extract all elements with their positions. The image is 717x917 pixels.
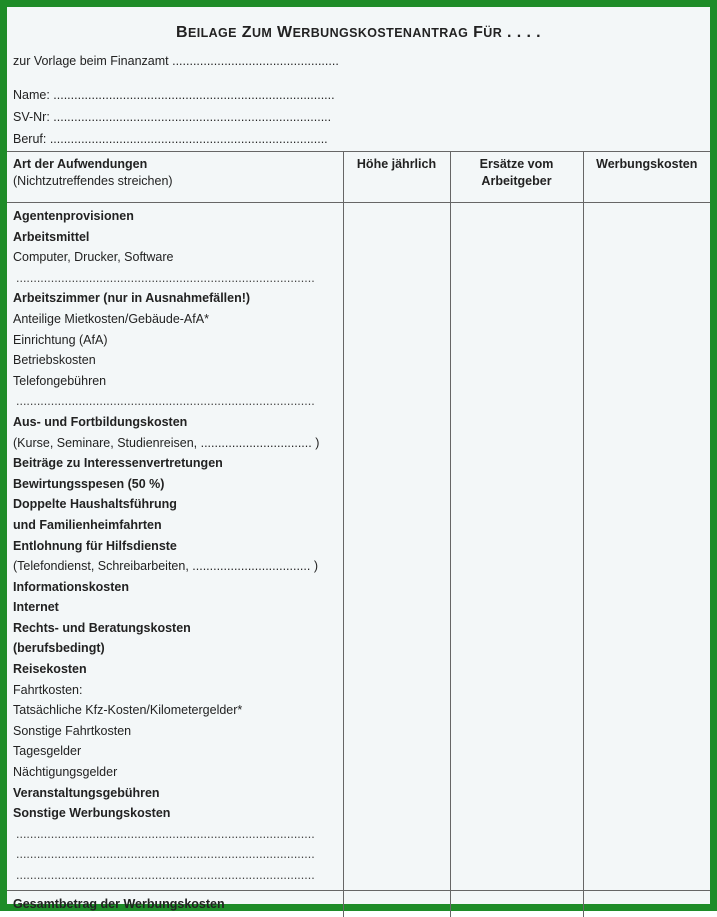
expense-item: Internet bbox=[13, 600, 59, 615]
expense-item: Tagesgelder bbox=[13, 744, 82, 759]
table-header-row bbox=[7, 152, 710, 203]
expense-item: Einrichtung (AfA) bbox=[13, 332, 108, 347]
expense-item: (Telefondienst, Schreibarbeiten, .................................. ) bbox=[13, 559, 318, 574]
expense-item: Doppelte Haushaltsführung bbox=[13, 497, 177, 512]
total-werbungskosten-cell[interactable] bbox=[583, 890, 710, 917]
expense-item: Sonstige Werbungskosten bbox=[13, 806, 171, 821]
item-blank-line[interactable]: ...................................................................................... bbox=[16, 270, 315, 285]
header-ersaetze bbox=[450, 152, 583, 203]
header-werbungskosten: Werbungskosten bbox=[583, 152, 710, 203]
name-field[interactable]: Name: ................................................................................. bbox=[13, 88, 335, 102]
finanzamt-field[interactable]: zur Vorlage beim Finanzamt ................................................ bbox=[13, 54, 339, 68]
expense-item: und Familienheimfahrten bbox=[13, 517, 162, 532]
beruf-field[interactable]: Beruf: ................................................................................ bbox=[13, 132, 328, 146]
expense-item: Veranstaltungsgebühren bbox=[13, 785, 160, 800]
expense-item: Entlohnung für Hilfsdienste bbox=[13, 538, 177, 553]
expense-item: Bewirtungsspesen (50 %) bbox=[13, 476, 165, 491]
werbungskosten-column[interactable] bbox=[583, 203, 710, 891]
expense-item: Arbeitszimmer (nur in Ausnahmefällen!) bbox=[13, 291, 251, 306]
page-title bbox=[7, 19, 710, 47]
form-header bbox=[7, 50, 710, 150]
item-blank-line[interactable]: ...................................................................................... bbox=[16, 868, 315, 882]
total-hoehe-cell[interactable] bbox=[343, 890, 450, 917]
expense-item: Aus- und Fortbildungskosten bbox=[13, 414, 188, 429]
expense-item: Nächtigungsgelder bbox=[13, 765, 118, 780]
hoehe-column[interactable] bbox=[343, 203, 450, 891]
header-ersaetze-line2: Arbeitgeber bbox=[481, 174, 552, 188]
expense-item: (berufsbedingt) bbox=[13, 641, 105, 656]
expense-items bbox=[7, 203, 343, 891]
total-ersaetze-cell[interactable] bbox=[450, 890, 583, 917]
expense-item: Betriebskosten bbox=[13, 353, 96, 368]
header-hoehe: Höhe jährlich bbox=[343, 152, 450, 203]
total-label: Gesamtbetrag der Werbungskosten bbox=[7, 890, 343, 917]
item-blank-line[interactable]: ...................................................................................... bbox=[16, 394, 315, 409]
item-blank-line[interactable]: ...................................................................................... bbox=[16, 847, 315, 862]
header-art bbox=[7, 152, 343, 203]
expense-item: Reisekosten bbox=[13, 662, 87, 677]
title-text: BEILAGE ZUM WERBUNGSKOSTENANTRAG FÜR . . . . bbox=[175, 24, 542, 41]
total-row bbox=[7, 890, 710, 917]
expense-item: Rechts- und Beratungskosten bbox=[13, 620, 191, 635]
expense-item: Arbeitsmittel bbox=[13, 229, 90, 244]
expense-item: Informationskosten bbox=[13, 579, 129, 594]
expense-item: (Kurse, Seminare, Studienreisen, ................................ ) bbox=[13, 435, 320, 450]
expense-item: Beiträge zu Interessenvertretungen bbox=[13, 456, 223, 471]
header-art-sub: (Nichtzutreffendes streichen) bbox=[13, 174, 173, 188]
expense-item: Anteilige Mietkosten/Gebäude-AfA* bbox=[13, 311, 209, 326]
expense-item: Telefongebühren bbox=[13, 373, 107, 388]
table-body-row bbox=[7, 203, 710, 891]
expense-item: Computer, Drucker, Software bbox=[13, 250, 174, 265]
expense-item: Sonstige Fahrtkosten bbox=[13, 723, 132, 738]
header-ersaetze-line1: Ersätze vom bbox=[479, 157, 554, 171]
expenses-table bbox=[7, 151, 710, 917]
header-art-label: Art der Aufwendungen bbox=[13, 157, 148, 171]
svnr-field[interactable]: SV-Nr: ................................................................................ bbox=[13, 110, 332, 124]
expense-item: Agentenprovisionen bbox=[13, 209, 134, 223]
ersaetze-column[interactable] bbox=[450, 203, 583, 891]
item-blank-line[interactable]: ...................................................................................... bbox=[16, 826, 315, 841]
expense-item: Tatsächliche Kfz-Kosten/Kilometergelder* bbox=[13, 703, 243, 718]
expense-item: Fahrtkosten: bbox=[13, 682, 83, 697]
